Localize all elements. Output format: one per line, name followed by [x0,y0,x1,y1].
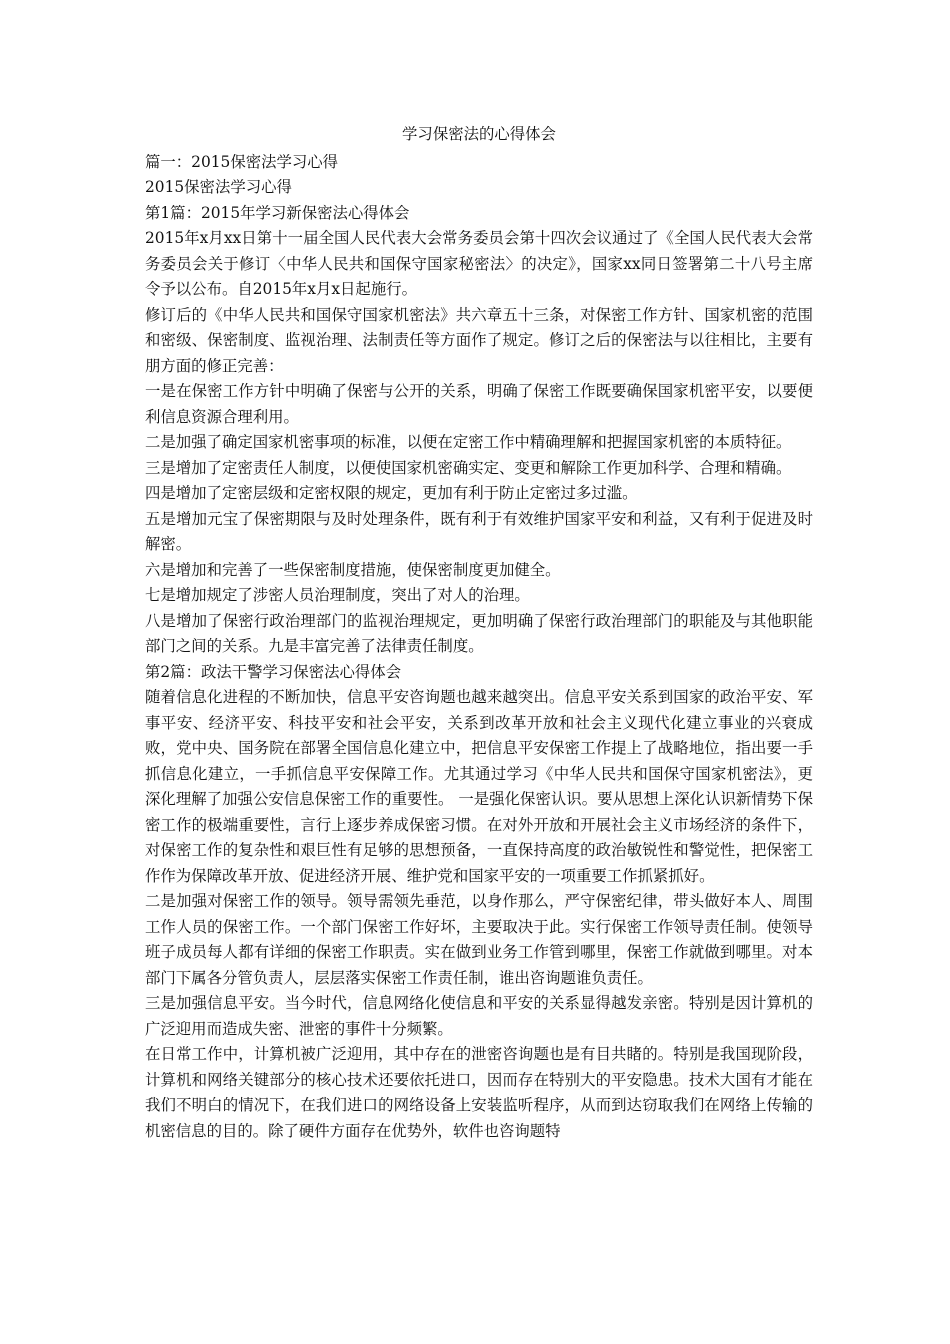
document-page [145,122,813,1144]
paragraph: 八是增加了保密行政治理部门的监视治理规定，更加明确了保密行政治理部门的职能及与其他职能部门之间的关系。九是丰富完善了法律责任制度。 [145,611,813,655]
paragraph: 2015年x月xx日第十一届全国人民代表大会常务委员会第十四次会议通过了《全国人民代表大会常务委员会关于修订〈中华人民共和国保守国家秘密法〉的决定》，国家xx同日签署第二十八号主席令予以公布。自2015年x月x日起施行。 [145,229,813,298]
paragraph: 随着信息化进程的不断加快，信息平安咨询题也越来越突出。信息平安关系到国家的政治平安、军事平安、经济平安、科技平安和社会平安，关系到改革开放和社会主义现代化建立事业的兴衰成败，党中央、国务院在部署全国信息化建立中，把信息平安保密工作提上了战略地位，指出要一手抓信息化建立，一手抓信息平安保障工作。尤其通过学习《中华人民共和国保守国家机密法》，更深化理解了加强公安信息保密工作的重要性。 一是强化保密认识。要从思想上深化认识新情势下保密工作的极端重要性，言行上逐步养成保密习惯。在对外开放和开展社会主义市场经济的条件下，对保密工作的复杂性和艰巨性有足够的思想预备，一直保持高度的政治敏锐性和警觉性，把保密工作作为保障改革开放、促进经济开展、维护党和国家平安的一项重要工作抓紧抓好。 [145,688,813,885]
paragraph: 一是在保密工作方针中明确了保密与公开的关系，明确了保密工作既要确保国家机密平安，以要便利信息资源合理利用。 [145,382,813,426]
paragraph: 五是增加元宝了保密期限与及时处理条件，既有利于有效维护国家平安和利益，又有利于促进及时解密。 [145,509,813,553]
paragraph: 2015保密法学习心得 [145,178,292,196]
paragraph: 四是增加了定密层级和定密权限的规定，更加有利于防止定密过多过滥。 [145,484,638,502]
paragraph: 二是加强了确定国家机密事项的标准，以便在定密工作中精确理解和把握国家机密的本质特征。 [145,433,792,451]
paragraph: 修订后的《中华人民共和国保守国家机密法》共六章五十三条，对保密工作方针、国家机密的范围和密级、保密制度、监视治理、法制责任等方面作了规定。修订之后的保密法与以往相比，主要有朋方面的修正完善： [145,305,813,375]
paragraph: 三是加强信息平安。当今时代，信息网络化使信息和平安的关系显得越发亲密。特别是因计算机的广泛迎用而造成失密、泄密的事件十分频繁。 [145,994,813,1038]
paragraph: 第2篇：政法干警学习保密法心得体会 [145,662,402,681]
paragraph: 六是增加和完善了一些保密制度措施，使保密制度更加健全。 [145,560,561,579]
paragraph: 二是加强对保密工作的领导。领导需领先垂范，以身作那么，严守保密纪律，带头做好本人、周围工作人员的保密工作。一个部门保密工作好坏，主要取决于此。实行保密工作领导责任制。使领导班子成员每人都有详细的保密工作职责。实在做到业务工作管到哪里，保密工作就做到哪里。对本部门下属各分管负责人，层层落实保密工作责任制，谁出咨询题谁负责任。 [145,892,813,987]
paragraph: 第1篇：2015年学习新保密法心得体会 [145,203,410,222]
paragraph: 三是增加了定密责任人制度，以便使国家机密确实定、变更和解除工作更加科学、合理和精确。 [145,458,792,477]
paragraph: 篇一：2015保密法学习心得 [145,152,339,171]
paragraph: 在日常工作中，计算机被广泛迎用，其中存在的泄密咨询题也是有目共睹的。特别是我国现阶段，计算机和网络关键部分的核心技术还要依托进口，因而存在特别大的平安隐患。技术大国有才能在我们不明白的情况下，在我们进口的网络设备上安装监听程序，从而到达窃取我们在网络上传输的机密信息的目的。除了硬件方面存在优势外，软件也咨询题特 [145,1045,813,1140]
document-title: 学习保密法的心得体会 [402,125,556,143]
paragraph: 七是增加规定了涉密人员治理制度，突出了对人的治理。 [145,586,530,604]
